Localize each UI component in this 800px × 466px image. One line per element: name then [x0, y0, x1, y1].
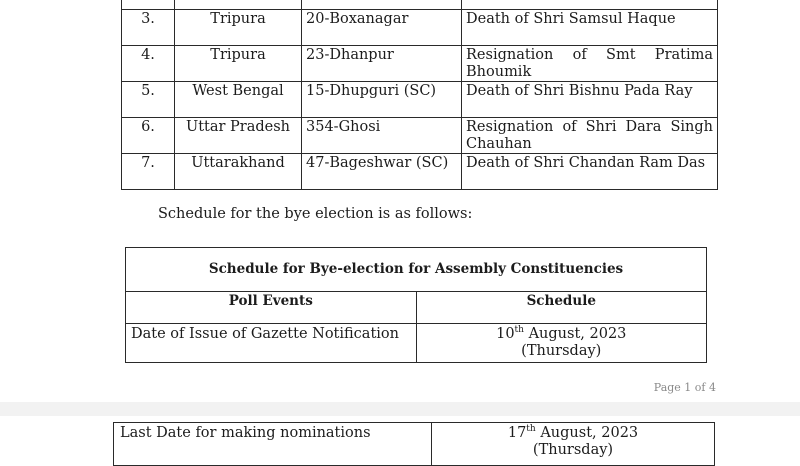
cell-sl: 4.: [122, 46, 175, 82]
cell-reason: Resignation of Shri Dara Singh Chauhan: [462, 118, 718, 154]
cell-sl: 5.: [122, 82, 175, 118]
schedule-title: Schedule for Bye-election for Assembly Constituencies: [126, 248, 707, 292]
date-month-year: August, 2023: [523, 326, 627, 342]
table-row: [122, 10, 718, 46]
cell-ac: 354-Ghosi: [302, 118, 462, 154]
cell-sl: [122, 0, 175, 10]
cell-event: Date of Issue of Gazette Notification: [126, 324, 417, 363]
cell-reason: Resignation of Smt Pratima Bhoumik: [462, 46, 718, 82]
cell-state: Tripura: [175, 10, 302, 46]
cell-state: Tripura: [175, 46, 302, 82]
page-separator: [0, 402, 800, 416]
table-row: [122, 46, 718, 82]
cell-reason: [462, 0, 718, 10]
schedule-table: [125, 247, 707, 363]
date-weekday: (Thursday): [532, 442, 614, 458]
table-row: [122, 118, 718, 154]
cell-sl: 3.: [122, 10, 175, 46]
cell-ac: [302, 0, 462, 10]
header-poll-events: Poll Events: [126, 292, 417, 324]
date-month-year: August, 2023: [535, 425, 639, 441]
date-ordinal: th: [526, 424, 536, 435]
cell-state: West Bengal: [175, 82, 302, 118]
table-row: [122, 154, 718, 190]
table-row: [126, 324, 707, 363]
date-weekday: (Thursday): [521, 343, 602, 359]
cell-ac: 15-Dhupguri (SC): [302, 82, 462, 118]
cell-date: [432, 423, 715, 466]
cell-event: Last Date for making nominations: [114, 423, 432, 466]
cell-ac: 23-Dhanpur: [302, 46, 462, 82]
cell-state: Uttar Pradesh: [175, 118, 302, 154]
cell-sl: 7.: [122, 154, 175, 190]
cell-date: [416, 324, 707, 363]
cell-ac: 20-Boxanagar: [302, 10, 462, 46]
schedule-table-continued: [113, 422, 715, 466]
schedule-header-row: [126, 292, 707, 324]
constituency-table: [121, 0, 718, 190]
page-number: Page 1 of 4: [653, 381, 716, 394]
date-day: 10: [496, 326, 515, 342]
header-schedule: Schedule: [416, 292, 707, 324]
schedule-title-row: [126, 248, 707, 292]
cell-reason: Death of Shri Bishnu Pada Ray: [462, 82, 718, 118]
table-row: [114, 423, 715, 466]
table-row: [122, 82, 718, 118]
cell-sl: 6.: [122, 118, 175, 154]
cell-reason: Death of Shri Samsul Haque: [462, 10, 718, 46]
schedule-intro-text: Schedule for the bye election is as follows:: [158, 206, 473, 222]
table-row-partial: [122, 0, 718, 10]
cell-state: Uttarakhand: [175, 154, 302, 190]
date-ordinal: th: [514, 325, 524, 336]
cell-state: [175, 0, 302, 10]
cell-reason: Death of Shri Chandan Ram Das: [462, 154, 718, 190]
date-day: 17: [507, 425, 527, 441]
cell-ac: 47-Bageshwar (SC): [302, 154, 462, 190]
